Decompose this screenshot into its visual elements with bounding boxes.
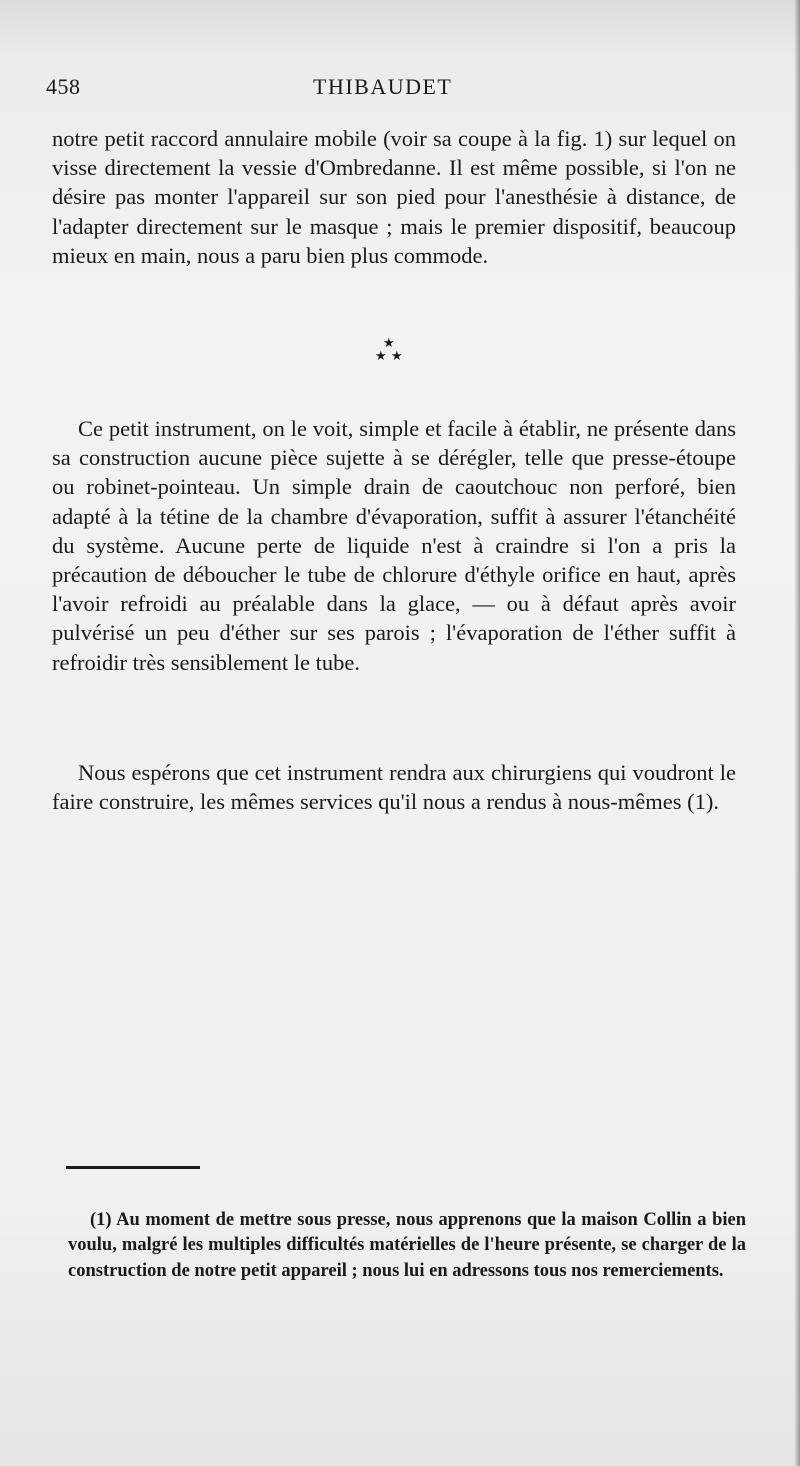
- footnote-rule: [66, 1166, 200, 1169]
- paragraph-2: Ce petit instrument, on le voit, simple et facile à établir, ne présente dans sa construction aucune pièce sujette à se dérégler, telle que presse-étoupe ou robinet-pointeau. Un simple drain de caoutchouc non perforé, bien adapté à la tétine de la chambre d'évaporation, suffit à assurer l'étanchéité du système. Aucune perte de liquide n'est à craindre si l'on a pris la précaution de déboucher le tube de chlorure d'éthyle orifice en haut, après l'avoir refroidi au préalable dans la glace, — ou à défaut après avoir pulvérisé un peu d'éther sur ses parois ; l'évaporation de l'éther suffit à refroidir très sensiblement le tube.: [52, 416, 736, 675]
- page-number: 458: [46, 74, 81, 99]
- asterism-star-left: ★: [375, 348, 387, 363]
- footnote: (1) Au moment de mettre sous presse, nous apprenons que la maison Collin a bien voulu, malgré les multiples difficultés matérielles de l'heure présente, se charger de la construction de notre petit appareil ; nous lui en adressons tous nos remerciements.: [68, 1210, 746, 1281]
- paragraph-3: Nous espérons que cet instrument rendra aux chirurgiens qui voudront le faire construire, les mêmes services qu'il nous a rendus à nous-mêmes (1).: [52, 760, 736, 815]
- asterism-star-right: ★: [391, 348, 403, 363]
- running-head: THIBAUDET: [313, 74, 453, 99]
- section-separator-asterism: [370, 336, 410, 370]
- page-header: [46, 74, 746, 104]
- asterism-star-top: ★: [383, 335, 395, 350]
- page-edge-shadow: [794, 0, 800, 1466]
- paragraph-1: notre petit raccord annulaire mobile (voir sa coupe à la fig. 1) sur lequel on visse directement la vessie d'Ombredanne. Il est même possible, si l'on ne désire pas monter l'appareil sur son pied pour l'anesthésie à distance, de l'adapter directement sur le masque ; mais le premier dispositif, beaucoup mieux en main, nous a paru bien plus commode.: [52, 126, 736, 268]
